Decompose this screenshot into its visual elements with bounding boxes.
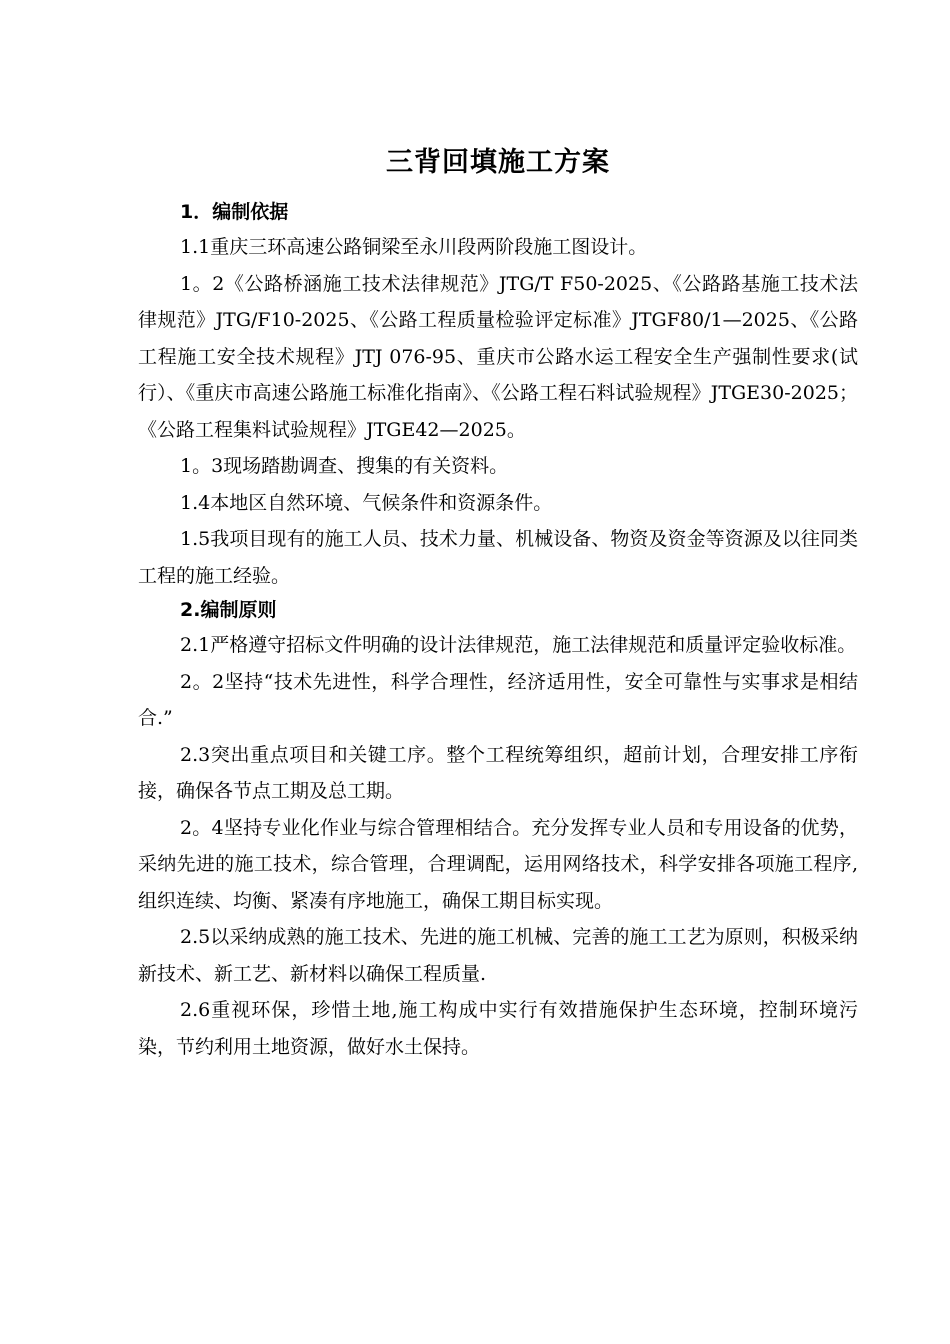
paragraph-2-1: 2.1严格遵守招标文件明确的设计法律规范，施工法律规范和质量评定验收标准。	[180, 634, 857, 656]
paragraph-2-3: 2.3突出重点项目和关键工序。整个工程统筹组织，超前计划，合理安排工序衔接，确保各节点工期及总工期。	[138, 743, 858, 802]
paragraph-2-4: 2。4坚持专业化作业与综合管理相结合。充分发挥专业人员和专用设备的优势，采纳先进的施工技术，综合管理，合理调配，运用网络技术，科学安排各项施工程序,组织连续、均衡、紧凑有序地施工，确保工期目标实现。	[138, 816, 858, 912]
paragraph-2-2: 2。2坚持“技术先进性，科学合理性，经济适用性，安全可靠性与实事求是相结合.”	[138, 670, 858, 729]
paragraph-1-2: 1。2《公路桥涵施工技术法律规范》JTG/T F50-2025、《公路路基施工技术法律规范》JTG/F10-2025、《公路工程质量检验评定标准》JTGF80/1—2025、《公路工程施工安全技术规程》JTJ 076-95、重庆市公路水运工程安全生产强制性要求(试行）、《重庆市高速公路施工标准化指南》、《公路工程石料试验规程》JTGE30-2025；《公路工程集料试验规程》JTGE42—2025。	[138, 272, 858, 441]
paragraph-1-5: 1.5我项目现有的施工人员、技术力量、机械设备、物资及资金等资源及以往同类工程的施工经验。	[138, 528, 858, 587]
paragraph-1-1: 1.1重庆三环高速公路铜梁至永川段两阶段施工图设计。	[180, 236, 648, 258]
section-heading-principles: 2.编制原则	[180, 599, 277, 621]
paragraph-2-6: 2.6重视环保，珍惜土地,施工构成中实行有效措施保护生态环境，控制环境污染，节约利用土地资源，做好水土保持。	[138, 999, 858, 1058]
paragraph-1-4: 1.4本地区自然环境、气候条件和资源条件。	[180, 491, 553, 514]
document-title: 三背回填施工方案	[386, 147, 610, 178]
paragraph-2-5: 2.5以采纳成熟的施工技术、先进的施工机械、完善的施工工艺为原则，积极采纳新技术、新工艺、新材料以确保工程质量.	[138, 926, 858, 985]
document-page	[138, 140, 858, 1065]
section-principles	[138, 594, 858, 1065]
section-basis	[138, 196, 858, 594]
section-heading-basis: 1．编制依据	[180, 201, 289, 223]
paragraph-1-3: 1。3现场踏勘调查、搜集的有关资料。	[180, 455, 509, 477]
